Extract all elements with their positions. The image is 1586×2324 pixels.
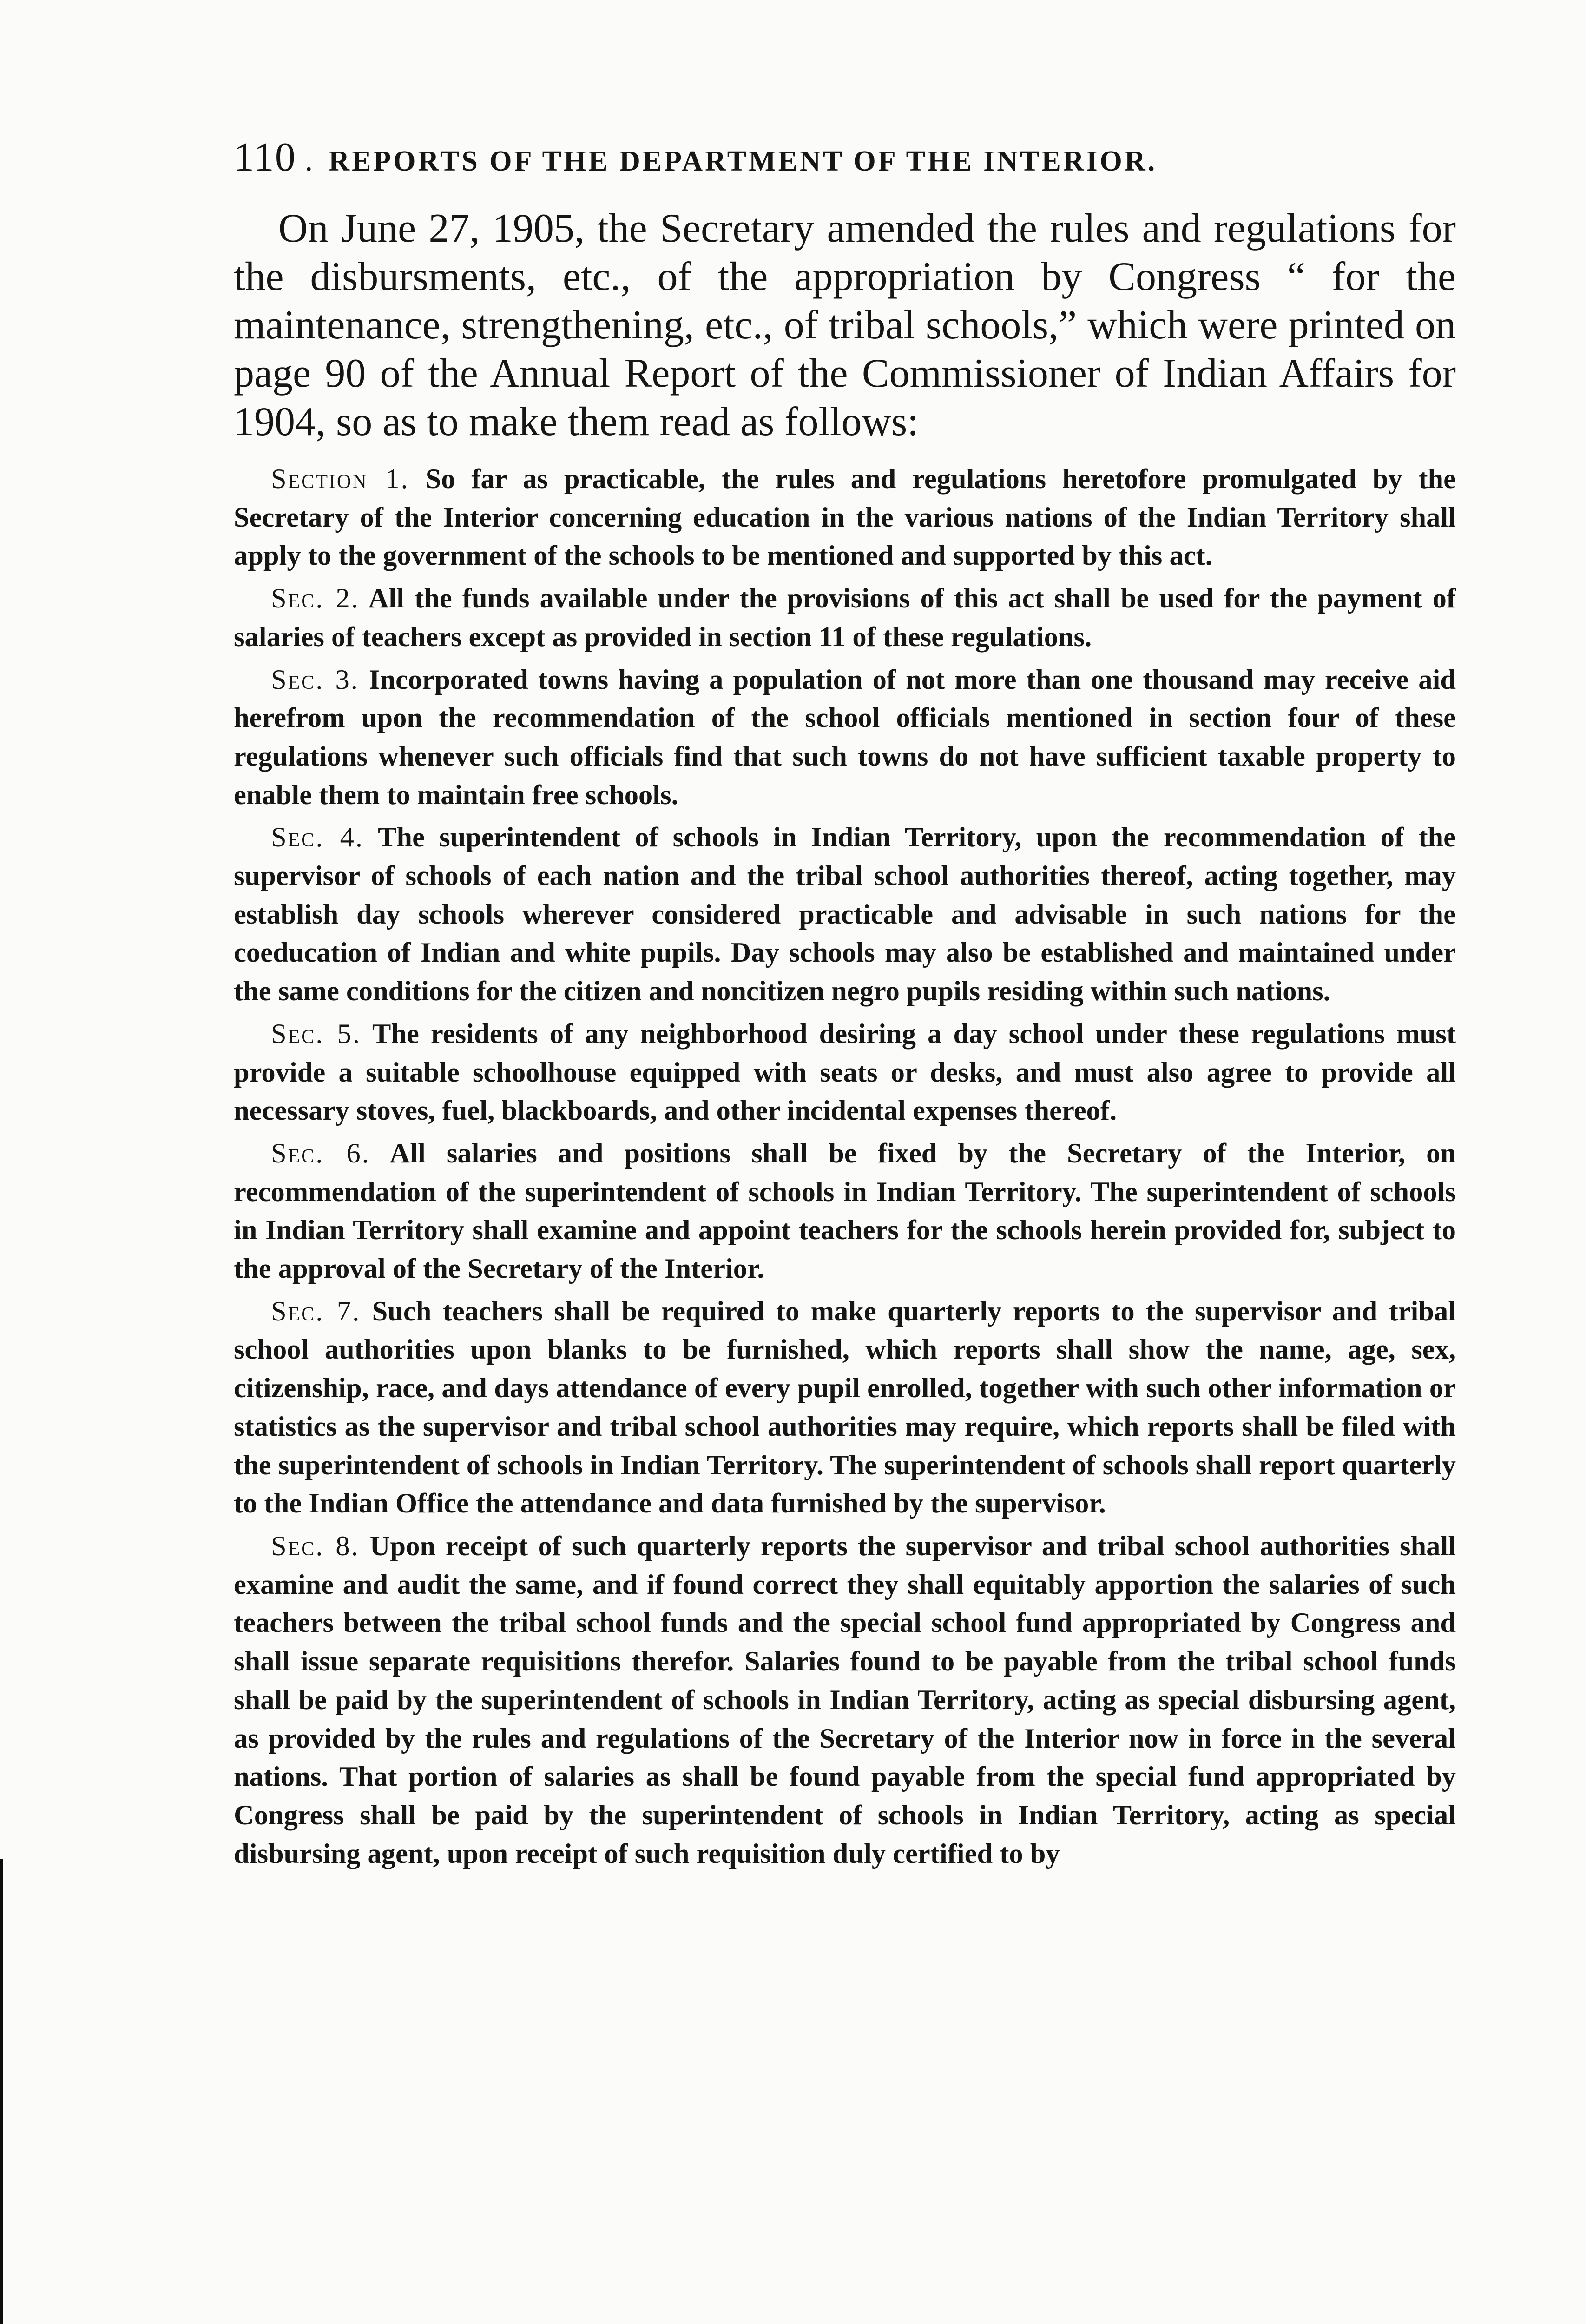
section-paragraph: [234, 1015, 1456, 1130]
section-label: Sec. 5.: [271, 1018, 361, 1050]
section-label: Sec. 4.: [271, 822, 364, 853]
regulations-sections: [234, 460, 1456, 1877]
scan-border-left: [0, 1859, 3, 2324]
section-paragraph: [234, 819, 1456, 1011]
page-header: [234, 134, 1461, 185]
section-paragraph: [234, 1293, 1456, 1523]
header-separator: .: [304, 142, 313, 178]
section-paragraph: [234, 1135, 1456, 1288]
section-paragraph: [234, 1527, 1456, 1873]
section-text: So far as practicable, the rules and regulations heretofore promulgated by the Secretary of the Interior concerning education in the various nations of the Indian Territory shall apply to the government of the schools to be mentioned and supported by this act.: [234, 463, 1456, 572]
section-text: All salaries and positions shall be fixed by the Secretary of the Interior, on recommendation of the superintendent of schools in Indian Territory. The superintendent of schools in Indian Territory shall examine and appoint teachers for the schools herein provided for, subject to the approval of the Secretary of the Interior.: [234, 1137, 1456, 1285]
running-head: REPORTS OF THE DEPARTMENT OF THE INTERIOR.: [329, 145, 1158, 177]
section-text: Incorporated towns having a population of not more than one thousand may receive aid herefrom upon the recommendation of the school officials mentioned in section four of these regulations whenever such officials find that such towns do not have sufficient taxable property to enable them to maintain free schools.: [234, 664, 1456, 811]
section-text: Upon receipt of such quarterly reports the supervisor and tribal school authorities shall examine and audit the same, and if found correct they shall equitably apportion the salaries of such teachers between the tribal school funds and the special school fund appropriated by Congress and shall issue separate requisitions therefor. Salaries found to be payable from the tribal school funds shall be paid by the superintendent of schools in Indian Territory, acting as special disbursing agent, as provided by the rules and regulations of the Secretary of the Interior now in force in the several nations. That portion of salaries as shall be found payable from the special fund appropriated by Congress shall be paid by the superintendent of schools in Indian Territory, acting as special disbursing agent, upon receipt of such requisition duly certified to by: [234, 1530, 1456, 1869]
section-text: The residents of any neighborhood desiring a day school under these regulations must provide a suitable schoolhouse equipped with seats or desks, and must also agree to provide all necessary stoves, fuel, blackboards, and other incidental expenses thereof.: [234, 1018, 1456, 1127]
section-paragraph: [234, 580, 1456, 656]
section-text: Such teachers shall be required to make quarterly reports to the supervisor and tribal school authorities upon blanks to be furnished, which reports shall show the name, age, sex, citizenship, race, and days attendance of every pupil enrolled, together with such other information or statistics as the supervisor and tribal school authorities may require, which reports shall be filed with the superintendent of schools in Indian Territory. The superintendent of schools shall report quarterly to the Indian Office the attendance and data furnished by the supervisor.: [234, 1295, 1456, 1519]
section-label: Sec. 7.: [271, 1295, 361, 1327]
section-text: The superintendent of schools in Indian Territory, upon the recommendation of the supervisor of schools of each nation and the tribal school authorities thereof, acting together, may establish day schools wherever considered practicable and advisable in such nations for the coeducation of Indian and white pupils. Day schools may also be established and maintained under the same conditions for the citizen and noncitizen negro pupils residing within such nations.: [234, 822, 1456, 1007]
section-paragraph: [234, 460, 1456, 575]
section-label: Section 1.: [271, 463, 409, 495]
section-text: All the funds available under the provisions of this act shall be used for the payment of salaries of teachers except as provided in section 11 of these regulations.: [234, 583, 1456, 653]
section-paragraph: [234, 661, 1456, 815]
section-label: Sec. 6.: [271, 1137, 370, 1169]
section-label: Sec. 3.: [271, 664, 359, 695]
page-number: 110: [234, 135, 296, 180]
intro-paragraph: On June 27, 1905, the Secretary amended the rules and regulations for the disbursments, etc., of the appropriation by Congress “ for the maintenance, strengthening, etc., of tribal schools,” which were printed on page 90 of the Annual Report of the Commissioner of Indian Affairs for 1904, so as to make them read as follows:: [234, 206, 1456, 444]
section-label: Sec. 8.: [271, 1530, 360, 1562]
section-label: Sec. 2.: [271, 583, 360, 614]
